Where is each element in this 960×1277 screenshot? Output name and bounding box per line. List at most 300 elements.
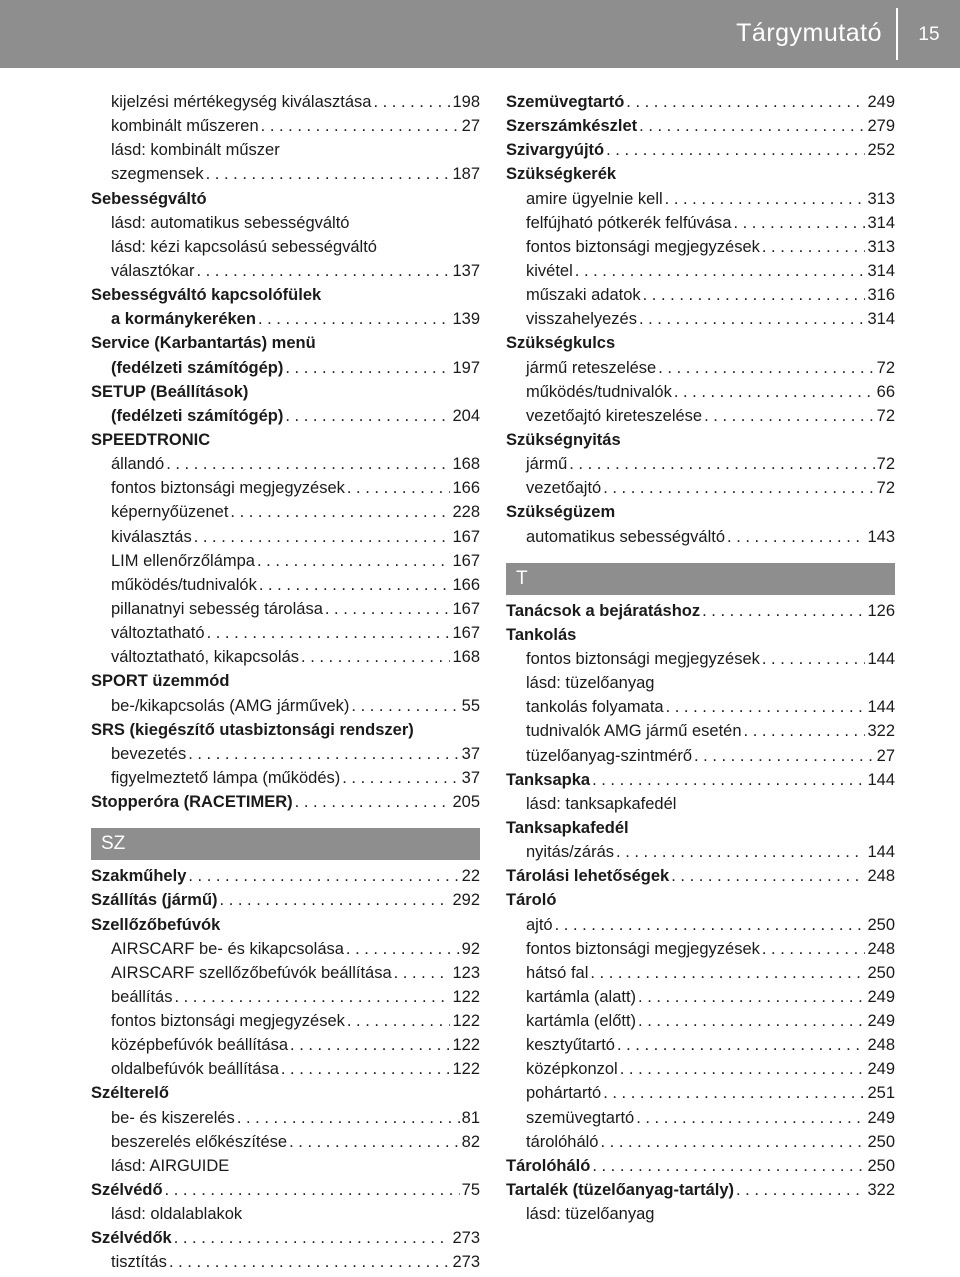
page-ref: 82 bbox=[461, 1132, 480, 1151]
entry-text: Szélvédők bbox=[91, 1229, 172, 1248]
index-column-right bbox=[506, 90, 895, 1226]
entry-text: tankolás folyamata bbox=[526, 698, 664, 717]
entry-text: műszaki adatok bbox=[526, 286, 641, 305]
dot-leader bbox=[196, 259, 450, 283]
entry-text: fontos biztonsági megjegyzések bbox=[526, 649, 760, 668]
dot-leader bbox=[258, 307, 451, 331]
index-subentry bbox=[506, 380, 895, 404]
index-subentry bbox=[91, 961, 480, 985]
index-subentry bbox=[506, 307, 895, 331]
index-entry bbox=[506, 428, 895, 452]
entry-text: figyelmeztető lámpa (működés) bbox=[111, 768, 341, 787]
dot-leader bbox=[727, 525, 865, 549]
entry-text: jármű reteszelése bbox=[526, 358, 657, 377]
index-subentry bbox=[506, 356, 895, 380]
index-subentry bbox=[506, 1130, 895, 1154]
page-ref: 322 bbox=[867, 722, 895, 741]
entry-text: középbefúvók beállítása bbox=[111, 1036, 289, 1055]
page-ref: 126 bbox=[867, 601, 895, 620]
index-entry bbox=[91, 1226, 480, 1250]
index-subentry bbox=[506, 792, 895, 816]
index-subentry bbox=[506, 187, 895, 211]
index-subentry bbox=[506, 913, 895, 937]
index-subentry bbox=[91, 90, 480, 114]
dot-leader bbox=[762, 235, 866, 259]
dot-leader bbox=[638, 1009, 865, 1033]
dot-leader bbox=[643, 283, 866, 307]
entry-text: Stopperóra (RACETIMER) bbox=[91, 793, 293, 812]
page-ref: 81 bbox=[461, 1108, 480, 1127]
page-ref: 249 bbox=[867, 1060, 895, 1079]
entry-text: Szükségnyitás bbox=[506, 430, 621, 449]
index-subentry bbox=[91, 597, 480, 621]
index-subentry bbox=[506, 211, 895, 235]
index-subentry bbox=[91, 114, 480, 138]
dot-leader bbox=[555, 913, 866, 937]
entry-text: Szükségkerék bbox=[506, 165, 617, 184]
entry-text: kartámla (alatt) bbox=[526, 987, 637, 1006]
index-entry bbox=[506, 623, 895, 647]
index-subentry bbox=[506, 695, 895, 719]
index-subentry bbox=[91, 356, 480, 380]
page-ref: 72 bbox=[876, 455, 895, 474]
entry-text: lásd: kézi kapcsolású sebességváltó bbox=[111, 237, 377, 256]
page-ref: 166 bbox=[452, 479, 480, 498]
index-entry bbox=[506, 500, 895, 524]
index-subentry bbox=[91, 525, 480, 549]
page-ref: 167 bbox=[452, 599, 480, 618]
page-ref: 123 bbox=[452, 963, 480, 982]
entry-text: SPEEDTRONIC bbox=[91, 430, 211, 449]
page-ref: 144 bbox=[867, 843, 895, 862]
dot-leader bbox=[569, 452, 874, 476]
entry-text: működés/tudnivalók bbox=[526, 382, 672, 401]
page-ref: 198 bbox=[452, 93, 480, 111]
entry-text: tárolóháló bbox=[526, 1132, 599, 1151]
entry-text: vezetőajtó bbox=[526, 479, 602, 498]
entry-text: visszahelyezés bbox=[526, 310, 637, 329]
index-subentry bbox=[506, 985, 895, 1009]
dot-leader bbox=[616, 840, 865, 864]
page-ref: 252 bbox=[867, 141, 895, 160]
index-subentry bbox=[91, 235, 480, 259]
entry-text: nyitás/zárás bbox=[526, 843, 615, 862]
index-subentry bbox=[506, 744, 895, 768]
index-subentry bbox=[506, 452, 895, 476]
index-entry bbox=[91, 1081, 480, 1105]
entry-text: kesztyűtartó bbox=[526, 1036, 615, 1055]
index-entry bbox=[506, 114, 895, 138]
index-subentry bbox=[91, 1130, 480, 1154]
page-ref: 168 bbox=[452, 648, 480, 667]
page-ref: 122 bbox=[452, 1060, 480, 1079]
index-entry bbox=[506, 768, 895, 792]
index-entry bbox=[506, 1154, 895, 1178]
index-subentry bbox=[506, 647, 895, 671]
entry-text: a kormánykeréken bbox=[111, 310, 256, 329]
page-ref: 167 bbox=[452, 527, 480, 546]
entry-text: lásd: tüzelőanyag bbox=[526, 674, 655, 693]
entry-text: változtatható bbox=[111, 624, 205, 643]
entry-text: fontos biztonsági megjegyzések bbox=[526, 237, 760, 256]
entry-text: Tárolóháló bbox=[506, 1156, 591, 1175]
dot-leader bbox=[174, 1226, 451, 1250]
entry-text: fontos biztonsági megjegyzések bbox=[111, 479, 345, 498]
entry-text: Szerszámkészlet bbox=[506, 117, 638, 136]
dot-leader bbox=[295, 790, 451, 814]
entry-text: Tankolás bbox=[506, 625, 577, 644]
entry-text: tüzelőanyag-szintmérő bbox=[526, 746, 692, 765]
entry-text: pohártartó bbox=[526, 1084, 602, 1103]
page-ref: 250 bbox=[867, 963, 895, 982]
entry-text: lásd: tanksapkafedél bbox=[526, 794, 677, 813]
entry-text: szegmensek bbox=[111, 165, 204, 184]
dot-leader bbox=[351, 694, 459, 718]
entry-text: Szélvédő bbox=[91, 1181, 163, 1200]
index-subentry bbox=[506, 259, 895, 283]
page-ref: 22 bbox=[461, 867, 480, 886]
entry-text: tisztítás bbox=[111, 1253, 167, 1272]
index-subentry bbox=[506, 1202, 895, 1226]
entry-text: Service (Karbantartás) menü bbox=[91, 334, 316, 353]
index-subentry bbox=[91, 1009, 480, 1033]
page-ref: 314 bbox=[867, 310, 895, 329]
index-subentry bbox=[91, 1202, 480, 1226]
dot-leader bbox=[230, 500, 450, 524]
page-ref: 249 bbox=[867, 987, 895, 1006]
index-entry bbox=[506, 138, 895, 162]
entry-text: beállítás bbox=[111, 987, 173, 1006]
entry-text: (fedélzeti számítógép) bbox=[111, 406, 284, 425]
page-ref: 228 bbox=[452, 503, 480, 522]
index-subentry bbox=[91, 985, 480, 1009]
entry-text: kartámla (előtt) bbox=[526, 1012, 637, 1031]
dot-leader bbox=[694, 744, 875, 768]
page-ref: 75 bbox=[461, 1181, 480, 1200]
entry-text: képernyőüzenet bbox=[111, 503, 229, 522]
index-entry bbox=[91, 331, 480, 355]
page-ref: 248 bbox=[867, 939, 895, 958]
dot-leader bbox=[617, 1033, 866, 1057]
page-ref: 313 bbox=[867, 237, 895, 256]
dot-leader bbox=[603, 476, 874, 500]
index-entry bbox=[506, 599, 895, 623]
index-subentry bbox=[91, 573, 480, 597]
entry-text: oldalbefúvók beállítása bbox=[111, 1060, 279, 1079]
index-entry bbox=[91, 669, 480, 693]
index-entry bbox=[91, 428, 480, 452]
entry-text: kombinált műszeren bbox=[111, 117, 259, 136]
entry-text: Tanksapka bbox=[506, 770, 591, 789]
dot-leader bbox=[347, 476, 451, 500]
page-ref: 292 bbox=[452, 891, 480, 910]
index-subentry bbox=[91, 500, 480, 524]
page-number: 15 bbox=[918, 24, 940, 45]
dot-leader bbox=[285, 404, 450, 428]
entry-text: választókar bbox=[111, 261, 195, 280]
dot-leader bbox=[626, 90, 865, 114]
index-subentry bbox=[506, 1009, 895, 1033]
index-subentry bbox=[91, 694, 480, 718]
page-ref: 250 bbox=[867, 1156, 895, 1175]
dot-leader bbox=[207, 621, 451, 645]
index-subentry bbox=[91, 211, 480, 235]
dot-leader bbox=[289, 1130, 460, 1154]
page-ref: 143 bbox=[867, 527, 895, 546]
page-ref: 166 bbox=[452, 575, 480, 594]
dot-leader bbox=[394, 961, 451, 985]
entry-text: Szükségkulcs bbox=[506, 334, 616, 353]
page-ref: 316 bbox=[867, 286, 895, 305]
dot-leader bbox=[702, 599, 865, 623]
index-entry bbox=[506, 1178, 895, 1202]
entry-text: ajtó bbox=[526, 915, 553, 934]
page-ref: 273 bbox=[452, 1229, 480, 1248]
index-entry bbox=[91, 718, 480, 742]
index-subentry bbox=[506, 1033, 895, 1057]
index-subentry bbox=[91, 404, 480, 428]
page-ref: 205 bbox=[452, 793, 480, 812]
dot-leader bbox=[165, 1178, 460, 1202]
index-entry bbox=[91, 864, 480, 888]
entry-text: Szállítás (jármű) bbox=[91, 891, 218, 910]
index-subentry bbox=[506, 235, 895, 259]
dot-leader bbox=[166, 452, 450, 476]
dot-leader bbox=[575, 259, 866, 283]
entry-text: lásd: kombinált műszer bbox=[111, 141, 280, 160]
dot-leader bbox=[671, 864, 865, 888]
page-ref: 37 bbox=[461, 744, 480, 763]
page-ref: 250 bbox=[867, 915, 895, 934]
dot-leader bbox=[590, 961, 865, 985]
index-subentry bbox=[91, 1106, 480, 1130]
entry-text: működés/tudnivalók bbox=[111, 575, 257, 594]
page-ref: 248 bbox=[867, 867, 895, 886]
index-subentry bbox=[91, 162, 480, 186]
dot-leader bbox=[285, 356, 450, 380]
entry-text: felfújható pótkerék felfúvása bbox=[526, 213, 732, 232]
dot-leader bbox=[603, 1081, 865, 1105]
entry-text: állandó bbox=[111, 455, 165, 474]
index-subentry bbox=[91, 1033, 480, 1057]
dot-leader bbox=[762, 647, 866, 671]
index-subentry bbox=[91, 259, 480, 283]
entry-text: AIRSCARF szellőzőbefúvók beállítása bbox=[111, 963, 392, 982]
entry-text: Tanácsok a bejáratáshoz bbox=[506, 601, 701, 620]
page-ref: 167 bbox=[452, 551, 480, 570]
dot-leader bbox=[704, 404, 875, 428]
entry-text: fontos biztonsági megjegyzések bbox=[526, 939, 760, 958]
page-ref: 314 bbox=[867, 261, 895, 280]
dot-leader bbox=[592, 768, 865, 792]
page-ref: 279 bbox=[867, 117, 895, 136]
page-ref: 27 bbox=[876, 746, 895, 765]
dot-leader bbox=[346, 937, 460, 961]
entry-text: szemüvegtartó bbox=[526, 1108, 635, 1127]
index-subentry bbox=[91, 549, 480, 573]
index-entry bbox=[506, 888, 895, 912]
dot-leader bbox=[639, 307, 866, 331]
entry-text: automatikus sebességváltó bbox=[526, 527, 726, 546]
page-ref: 249 bbox=[867, 93, 895, 111]
entry-text: változtatható, kikapcsolás bbox=[111, 648, 300, 667]
dot-leader bbox=[620, 1057, 866, 1081]
page-ref: 167 bbox=[452, 624, 480, 643]
entry-text: pillanatnyi sebesség tárolása bbox=[111, 599, 323, 618]
index-entry bbox=[506, 816, 895, 840]
page-ref: 314 bbox=[867, 213, 895, 232]
page-ref: 313 bbox=[867, 189, 895, 208]
entry-text: lásd: oldalablakok bbox=[111, 1205, 243, 1224]
dot-leader bbox=[169, 1250, 451, 1274]
page-ref: 144 bbox=[867, 770, 895, 789]
entry-text: bevezetés bbox=[111, 744, 187, 763]
index-entry bbox=[91, 888, 480, 912]
dot-leader bbox=[281, 1057, 451, 1081]
entry-text: jármű bbox=[526, 455, 568, 474]
page-ref: 197 bbox=[452, 358, 480, 377]
entry-text: Szükségüzem bbox=[506, 503, 616, 522]
page-ref: 122 bbox=[452, 1036, 480, 1055]
dot-leader bbox=[261, 114, 460, 138]
index-subentry bbox=[91, 1057, 480, 1081]
dot-leader bbox=[658, 356, 874, 380]
dot-leader bbox=[373, 90, 450, 114]
entry-text: Tartalék (tüzelőanyag-tartály) bbox=[506, 1181, 735, 1200]
dot-leader bbox=[174, 985, 450, 1009]
entry-text: középkonzol bbox=[526, 1060, 618, 1079]
dot-leader bbox=[220, 888, 451, 912]
page-ref: 273 bbox=[452, 1253, 480, 1272]
index-entry bbox=[506, 864, 895, 888]
dot-leader bbox=[347, 1009, 451, 1033]
index-subentry bbox=[91, 1250, 480, 1274]
page-ref: 27 bbox=[461, 117, 480, 136]
page-ref: 144 bbox=[867, 698, 895, 717]
page-ref: 248 bbox=[867, 1036, 895, 1055]
entry-text: Tárolási lehetőségek bbox=[506, 867, 670, 886]
index-entry bbox=[91, 1178, 480, 1202]
dot-leader bbox=[733, 211, 865, 235]
index-subentry bbox=[506, 840, 895, 864]
entry-text: (fedélzeti számítógép) bbox=[111, 358, 284, 377]
dot-leader bbox=[342, 766, 459, 790]
section-heading: SZ bbox=[91, 828, 480, 860]
entry-text: Szélterelő bbox=[91, 1084, 169, 1103]
dot-leader bbox=[600, 1130, 865, 1154]
page-ref: 72 bbox=[876, 479, 895, 498]
dot-leader bbox=[301, 645, 450, 669]
entry-text: Szivargyújtó bbox=[506, 141, 605, 160]
index-subentry bbox=[506, 404, 895, 428]
page-ref: 168 bbox=[452, 455, 480, 474]
index-subentry bbox=[506, 961, 895, 985]
dot-leader bbox=[257, 549, 450, 573]
entry-text: AIRSCARF be- és kikapcsolása bbox=[111, 939, 344, 958]
index-subentry bbox=[506, 719, 895, 743]
dot-leader bbox=[762, 937, 866, 961]
entry-text: SPORT üzemmód bbox=[91, 672, 230, 691]
entry-text: kiválasztás bbox=[111, 527, 192, 546]
dot-leader bbox=[638, 985, 865, 1009]
index-subentry bbox=[91, 645, 480, 669]
page-ref: 137 bbox=[452, 261, 480, 280]
index-subentry bbox=[506, 937, 895, 961]
dot-leader bbox=[194, 525, 451, 549]
index-entry bbox=[506, 162, 895, 186]
index-subentry bbox=[91, 476, 480, 500]
dot-leader bbox=[290, 1033, 450, 1057]
page-ref: 251 bbox=[867, 1084, 895, 1103]
index-subentry bbox=[91, 766, 480, 790]
header-title: Tárgymutató bbox=[736, 19, 882, 47]
dot-leader bbox=[237, 1106, 460, 1130]
index-column-left bbox=[91, 90, 480, 1275]
index-subentry bbox=[506, 1057, 895, 1081]
section-heading: T bbox=[506, 563, 895, 595]
entry-text: fontos biztonsági megjegyzések bbox=[111, 1012, 345, 1031]
entry-text: Tanksapkafedél bbox=[506, 818, 629, 837]
entry-text: kivétel bbox=[526, 261, 573, 280]
page-ref: 204 bbox=[452, 406, 480, 425]
entry-text: Tároló bbox=[506, 891, 557, 910]
entry-text: Szemüvegtartó bbox=[506, 93, 625, 111]
page-ref: 66 bbox=[876, 382, 895, 401]
page-ref: 139 bbox=[452, 310, 480, 329]
dot-leader bbox=[636, 1106, 865, 1130]
page-ref: 144 bbox=[867, 649, 895, 668]
index-subentry bbox=[506, 1106, 895, 1130]
dot-leader bbox=[606, 138, 865, 162]
index-subentry bbox=[91, 742, 480, 766]
index-entry bbox=[91, 283, 480, 307]
page-ref: 37 bbox=[461, 768, 480, 787]
index-entry bbox=[91, 913, 480, 937]
page-header bbox=[0, 0, 960, 68]
entry-text: LIM ellenőrzőlámpa bbox=[111, 551, 255, 570]
page-ref: 250 bbox=[867, 1132, 895, 1151]
page-ref: 249 bbox=[867, 1108, 895, 1127]
index-entry bbox=[506, 90, 895, 114]
dot-leader bbox=[666, 695, 866, 719]
index-subentry bbox=[91, 621, 480, 645]
page-ref: 55 bbox=[461, 696, 480, 715]
entry-text: SETUP (Beállítások) bbox=[91, 382, 249, 401]
entry-text: lásd: tüzelőanyag bbox=[526, 1205, 655, 1224]
dot-leader bbox=[188, 742, 459, 766]
entry-text: Szellőzőbefúvók bbox=[91, 915, 221, 934]
page-ref: 92 bbox=[461, 939, 480, 958]
dot-leader bbox=[674, 380, 875, 404]
index-subentry bbox=[91, 307, 480, 331]
entry-text: Sebességváltó kapcsolófülek bbox=[91, 286, 322, 305]
dot-leader bbox=[639, 114, 865, 138]
entry-text: vezetőajtó kireteszelése bbox=[526, 406, 703, 425]
index-subentry bbox=[506, 525, 895, 549]
entry-text: be- és kiszerelés bbox=[111, 1108, 235, 1127]
index-subentry bbox=[91, 937, 480, 961]
page-ref: 249 bbox=[867, 1012, 895, 1031]
entry-text: SRS (kiegészítő utasbiztonsági rendszer) bbox=[91, 720, 414, 739]
index-subentry bbox=[506, 283, 895, 307]
index-subentry bbox=[91, 138, 480, 162]
page-ref: 72 bbox=[876, 406, 895, 425]
entry-text: be-/kikapcsolás (AMG járművek) bbox=[111, 696, 350, 715]
page-ref: 322 bbox=[867, 1181, 895, 1200]
dot-leader bbox=[592, 1154, 865, 1178]
index-entry bbox=[91, 790, 480, 814]
dot-leader bbox=[206, 162, 451, 186]
